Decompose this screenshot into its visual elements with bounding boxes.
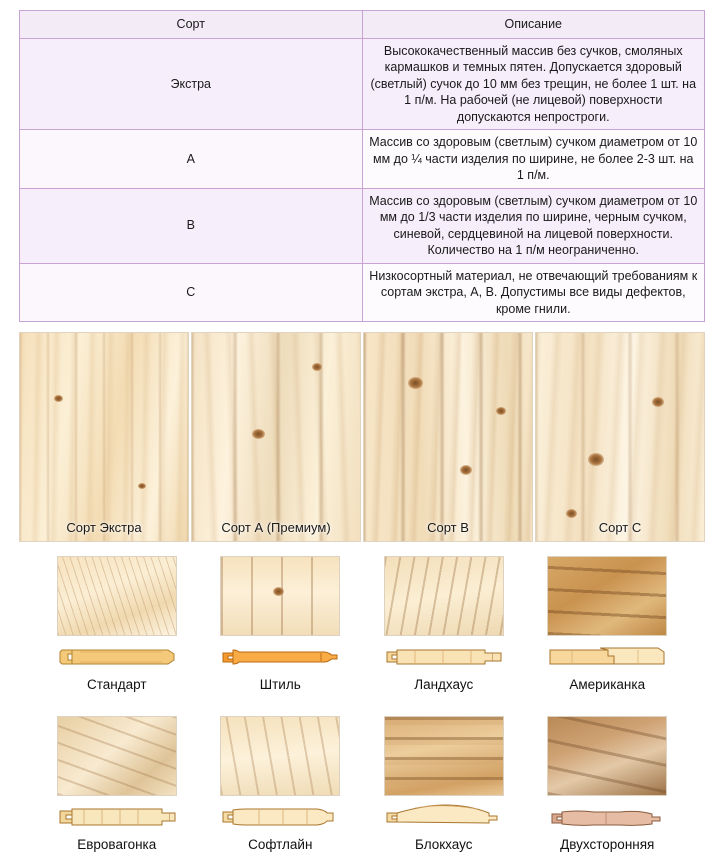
profile-item-evrovagonka (42, 716, 192, 852)
profile-grid-row-1 (42, 556, 682, 692)
profile-label: Штиль (259, 677, 301, 692)
table-row (20, 188, 705, 263)
profile-photo (384, 556, 504, 636)
wood-knot-icon (252, 429, 265, 439)
wood-sample-extra (19, 332, 189, 542)
profile-item-blockhaus (369, 716, 519, 852)
profile-photo (547, 716, 667, 796)
profile-item-softline (206, 716, 356, 852)
table-row (20, 38, 705, 130)
wood-knot-icon (312, 363, 322, 371)
cell-grade: А (20, 130, 363, 189)
profile-cross-section-diagram (548, 804, 666, 830)
profile-photo (384, 716, 504, 796)
profile-label: Блокхаус (415, 837, 473, 852)
profile-photo (547, 556, 667, 636)
profile-item-dvuhstoronnyaya (533, 716, 683, 852)
profile-label: Софтлайн (248, 837, 313, 852)
cell-description: Массив со здоровым (светлым) сучком диаметром от 10 мм до ¼ части изделия по ширине, не более 2-3 шт. на 1 п/м. (362, 130, 705, 189)
profile-label: Американка (569, 677, 646, 692)
wood-sample-caption: Сорт А (Премиум) (221, 520, 331, 535)
profile-cross-section-diagram (221, 644, 339, 670)
wood-grade-photo-strip (19, 332, 705, 542)
cell-description: Низкосортный материал, не отвечающий требованиям к сортам экстра, А, В. Допустимы все виды дефектов, кроме гнили. (362, 263, 705, 322)
profile-cross-section-diagram (385, 644, 503, 670)
wood-knot-icon (138, 483, 146, 489)
profile-label: Евровагонка (77, 837, 157, 852)
profile-label: Ландхаус (414, 677, 474, 692)
document-page (0, 10, 724, 852)
profile-cross-section-diagram (385, 804, 503, 830)
profile-item-shtil (206, 556, 356, 692)
wood-knot-icon (54, 395, 63, 402)
wood-sample-caption: Сорт С (598, 520, 642, 535)
wood-sample-b (363, 332, 533, 542)
cell-description: Высококачественный массив без сучков, смоляных кармашков и темных пятен. Допускается здоровый (светлый) сучок до 10 мм без трещин, не более 1 шт. на 1 п/м. На рабочей (не лицевой) поверхности допускаются непростроги. (362, 38, 705, 130)
profile-cross-section-diagram (548, 644, 666, 670)
profile-item-amerikanka (533, 556, 683, 692)
wood-sample-a (191, 332, 361, 542)
profile-label: Стандарт (86, 677, 147, 692)
column-header-description: Описание (362, 11, 705, 39)
cell-description: Массив со здоровым (светлым) сучком диаметром от 10 мм до 1/3 части изделия по ширине, черным сучком, синевой, сердцевиной на лицевой поверхности. Количество на 1 п/м неограниченно. (362, 188, 705, 263)
profile-photo (220, 556, 340, 636)
cell-grade: Экстра (20, 38, 363, 130)
profile-cross-section-diagram (58, 644, 176, 670)
wood-sample-caption: Сорт Экстра (66, 520, 142, 535)
profile-photo (57, 716, 177, 796)
table-row (20, 263, 705, 322)
wood-knot-icon (496, 407, 506, 415)
wood-knot-icon (588, 453, 604, 466)
table-body (20, 38, 705, 322)
profile-cross-section-diagram (58, 804, 176, 830)
profile-photo (220, 716, 340, 796)
profile-cross-section-diagram (221, 804, 339, 830)
cell-grade: В (20, 188, 363, 263)
profile-item-standart (42, 556, 192, 692)
table-header (20, 11, 705, 39)
wood-knot-icon (273, 587, 284, 596)
profile-photo (57, 556, 177, 636)
wood-knot-icon (408, 377, 423, 389)
table-header-row (20, 11, 705, 39)
wood-knot-icon (566, 509, 577, 518)
wood-sample-c (535, 332, 705, 542)
profile-item-landhaus (369, 556, 519, 692)
wood-sample-caption: Сорт В (427, 520, 469, 535)
cell-grade: С (20, 263, 363, 322)
profile-grid-row-2 (42, 716, 682, 852)
wood-grade-table (19, 10, 705, 322)
table-row (20, 130, 705, 189)
profile-label: Двухсторонняя (560, 837, 655, 852)
wood-knot-icon (460, 465, 472, 475)
column-header-grade: Сорт (20, 11, 363, 39)
wood-knot-icon (652, 397, 664, 407)
